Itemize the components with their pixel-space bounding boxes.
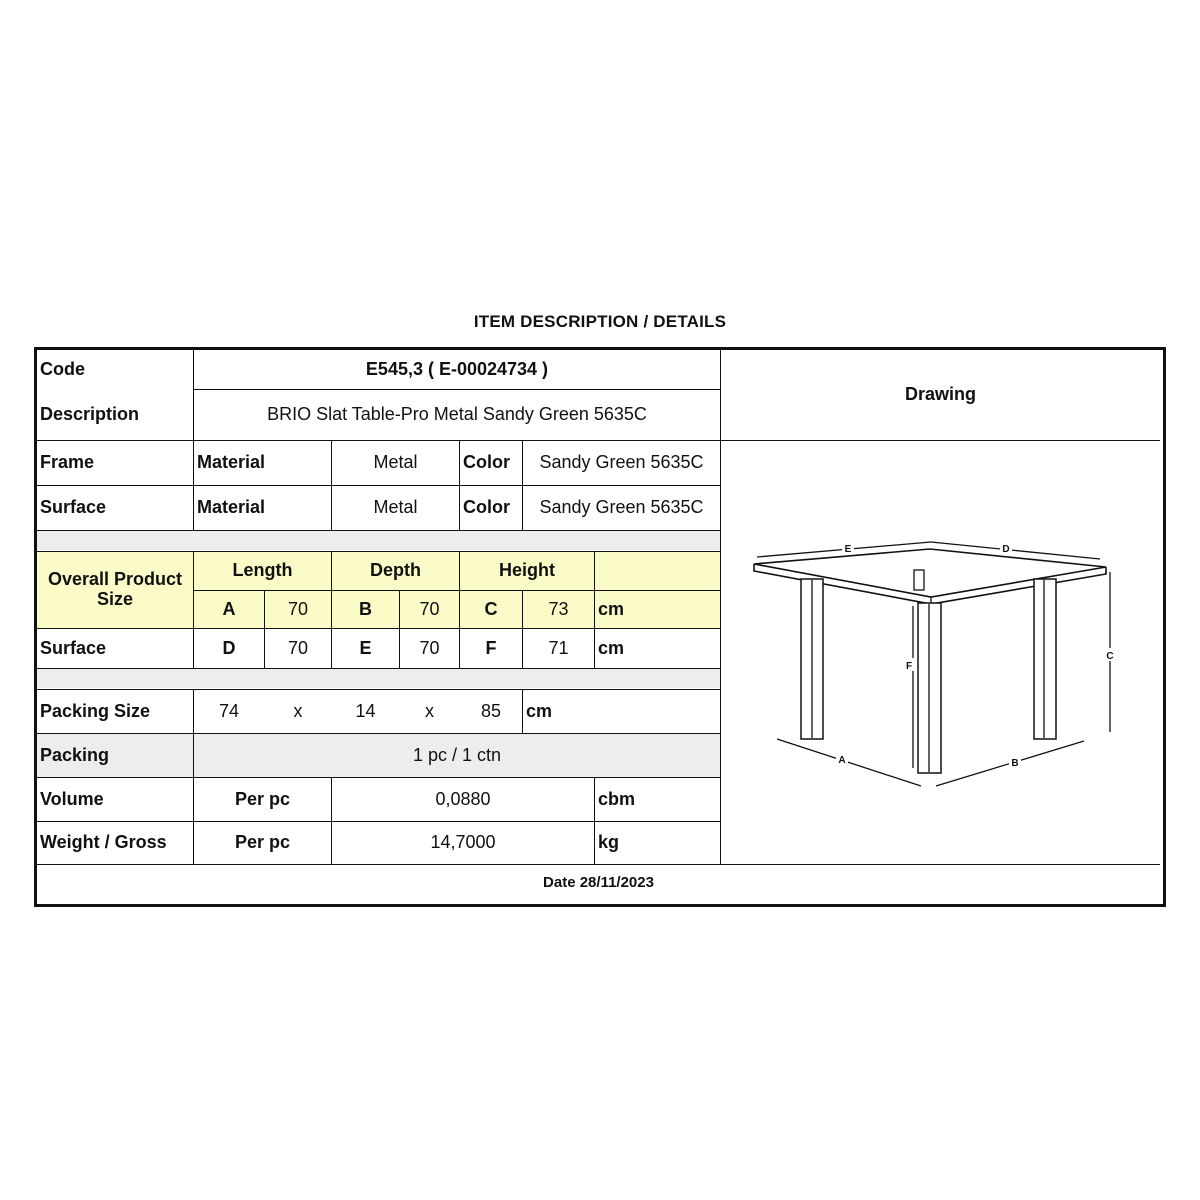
length-header: Length <box>232 560 293 581</box>
surface-label: Surface <box>40 497 107 518</box>
description-label: Description <box>40 404 140 425</box>
overall-size-label: Overall Product Size <box>47 569 183 609</box>
gap-row-2 <box>37 669 720 688</box>
document-title: ITEM DESCRIPTION / DETAILS <box>473 312 727 331</box>
dim-c-label: C <box>484 598 498 619</box>
surface-material-label: Material <box>197 497 266 518</box>
packing-width: 14 <box>355 700 376 721</box>
weight-unit: kg <box>598 832 620 853</box>
packing-length: 74 <box>218 700 240 721</box>
weight-label: Weight / Gross <box>40 832 167 853</box>
depth-header: Depth <box>370 560 421 581</box>
dim-c-value: 73 <box>548 598 569 619</box>
dim-a-value: 70 <box>287 598 309 619</box>
dim-e-label: E <box>359 637 372 658</box>
packing-size-unit: cm <box>526 700 553 721</box>
surface-color-value: Sandy Green 5635C <box>539 497 704 518</box>
footer-date: Date 28/11/2023 <box>543 873 654 891</box>
volume-per-pc: Per pc <box>234 788 291 809</box>
table-drawing <box>721 441 1160 864</box>
packing-x-1: x <box>293 700 303 721</box>
packing-label: Packing <box>40 744 110 765</box>
dim-d-value: 70 <box>287 637 309 658</box>
diagram-label-b: B <box>1011 758 1019 769</box>
diagram-label-a: A <box>838 755 846 766</box>
weight-value: 14,7000 <box>430 832 496 853</box>
gap-row-1 <box>37 531 720 550</box>
surface-color-label: Color <box>463 497 510 518</box>
grid-line <box>37 530 720 531</box>
dim-f-label: F <box>485 637 497 658</box>
dim-b-label: B <box>359 598 372 619</box>
dim-f-value: 71 <box>548 637 569 658</box>
volume-value: 0,0880 <box>435 788 491 809</box>
diagram-label-e: E <box>844 544 852 555</box>
diagram-label-d: D <box>1002 544 1010 555</box>
packing-height: 85 <box>480 700 502 721</box>
packing-value: 1 pc / 1 ctn <box>412 744 502 765</box>
height-header: Height <box>499 560 555 581</box>
volume-label: Volume <box>40 788 104 809</box>
drawing-label: Drawing <box>904 384 976 405</box>
overall-unit: cm <box>598 598 625 619</box>
packing-x-2: x <box>425 700 434 721</box>
grid-line <box>37 668 720 669</box>
frame-label: Frame <box>40 452 95 473</box>
frame-color-label: Color <box>463 452 510 473</box>
surface-material-value: Metal <box>373 497 418 518</box>
diagram-label-c: C <box>1106 651 1114 662</box>
dim-a-label: A <box>222 598 236 619</box>
dim-b-value: 70 <box>419 598 440 619</box>
packing-size-label: Packing Size <box>40 700 151 721</box>
surface-size-unit: cm <box>598 637 625 658</box>
description-value: BRIO Slat Table-Pro Metal Sandy Green 5635C <box>267 404 647 425</box>
dim-d-label: D <box>222 637 236 658</box>
frame-material-label: Material <box>197 452 266 473</box>
dim-e-value: 70 <box>419 637 440 658</box>
weight-per-pc: Per pc <box>234 832 291 853</box>
frame-material-value: Metal <box>373 452 418 473</box>
code-label: Code <box>40 358 85 379</box>
diagram-label-f: F <box>905 661 913 672</box>
surface-size-label: Surface <box>40 637 107 658</box>
code-value: E545,3 ( E-00024734 ) <box>365 358 549 379</box>
frame-color-value: Sandy Green 5635C <box>539 452 704 473</box>
volume-unit: cbm <box>598 788 636 809</box>
